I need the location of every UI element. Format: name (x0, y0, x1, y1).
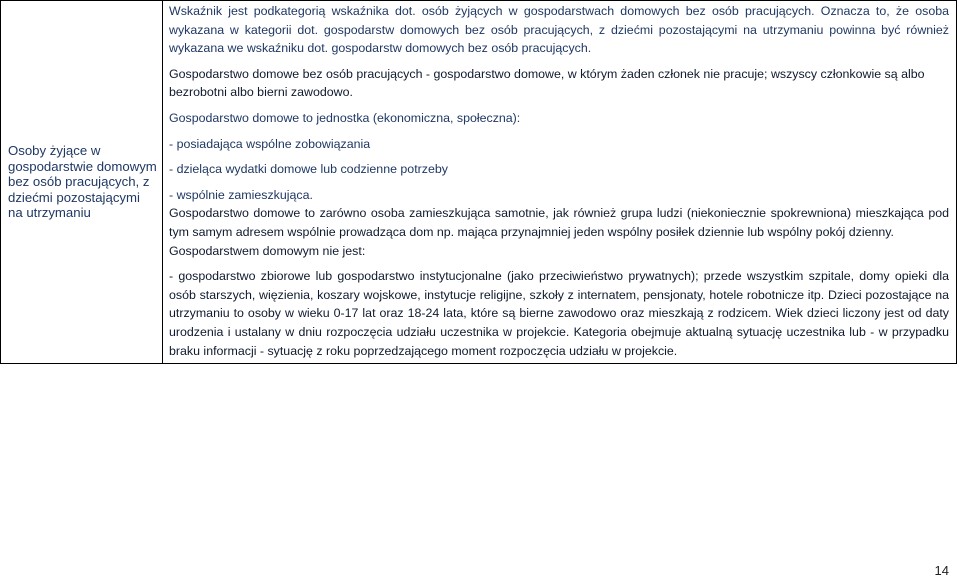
household-scope-paragraph: Gospodarstwo domowe to zarówno osoba zamieszkująca samotnie, jak również grupa ludzi (niekoniecznie spokrewniona) mieszkająca pod tym samym adresem wspólnie prowadząca dom np. mająca przynajmniej jeden wspólny posiłek dziennie lub wspólny pokój dzienny. (169, 206, 949, 239)
household-without-workers-definition: Gospodarstwo domowe bez osób pracujących - gospodarstwo domowe, w którym żaden członek nie pracuje; wszyscy członkowie są albo bezrobotni albo bierni zawodowo. (169, 66, 925, 100)
subcategory-note: Wskaźnik jest podkategorią wskaźnika dot. osób żyjących w gospodarstwach domowych bez osób pracujących. Oznacza to, że osoba wykazana w kategorii dot. gospodarstw domowych bez osób pracujących, z dziećmi pozostającymi na utrzymaniu powinna być również wykazana we wskaźniku dot. gospodarstw domowych bez osób pracujących. (169, 4, 949, 56)
indicator-label: Osoby żyjące w gospodarstwie domowym bez osób pracujących, z dziećmi pozostającymi na utrzymaniu (8, 143, 157, 221)
household-criterion-3: - wspólnie zamieszkująca. (169, 187, 313, 202)
table-row (1, 1, 957, 364)
definition-content-cell (163, 1, 957, 364)
not-household-intro: Gospodarstwem domowym nie jest: (169, 243, 366, 258)
page-number: 14 (934, 563, 949, 578)
not-household-and-dependent-children: - gospodarstwo zbiorowe lub gospodarstwo instytucjonalne (jako przeciwieństwo prywatnych); przede wszystkim szpitale, domy opieki dla osób starszych, więzienia, koszary wojskowe, instytucje religijne, szkoły z internatem, pensjonaty, hotele robotnicze itp. Dzieci pozostające na utrzymaniu to osoby w wieku 0-17 lat oraz 18-24 lata, które są bierne zawodowo oraz mieszkają z rodzicem. Wiek dzieci liczony jest od daty urodzenia i ustalany w dniu rozpoczęcia udziału uczestnika w projekcie. Kategoria obejmuje aktualną sytuację uczestnika lub - w przypadku braku informacji - sytuację z roku poprzedzającego moment rozpoczęcia udziału w projekcie. (169, 269, 949, 358)
household-criterion-1: - posiadająca wspólne zobowiązania (169, 136, 371, 151)
household-definition-intro: Gospodarstwo domowe to jednostka (ekonomiczna, społeczna): (169, 110, 521, 125)
household-criterion-2: - dzieląca wydatki domowe lub codzienne potrzeby (169, 162, 448, 177)
indicator-label-cell (1, 1, 163, 364)
